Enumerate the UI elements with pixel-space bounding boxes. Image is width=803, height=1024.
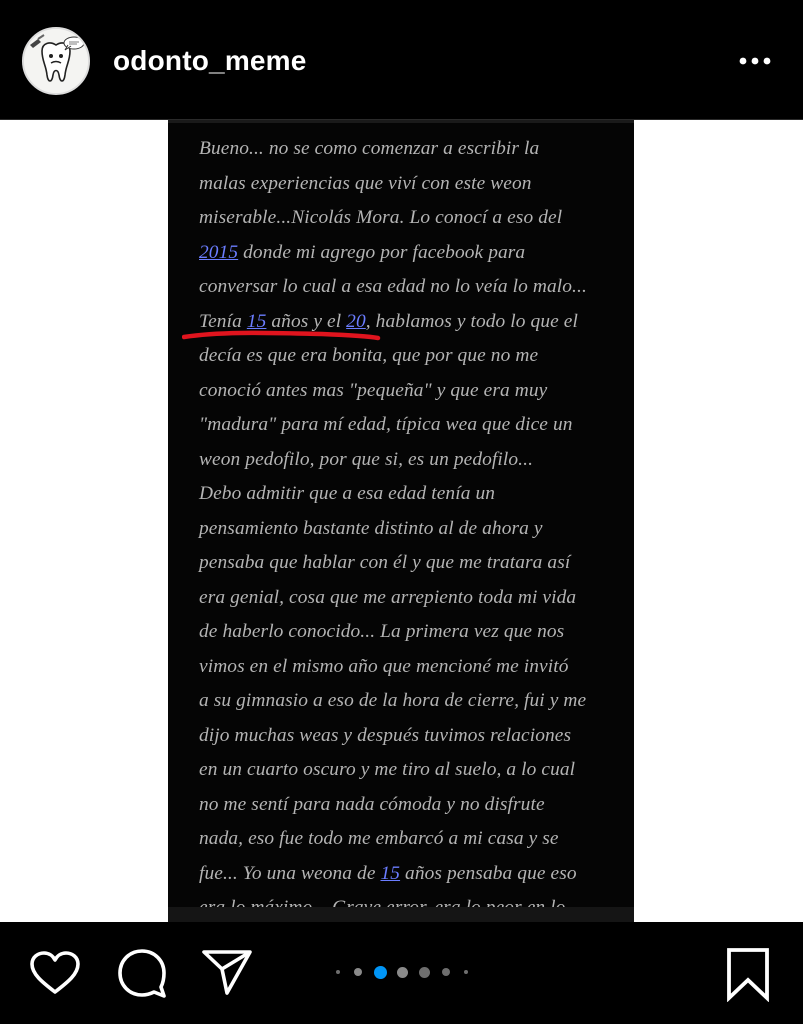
- story-text-segment: miserable...Nicolás Mora. Lo conocí a eso del: [199, 207, 563, 228]
- bookmark-icon: [723, 946, 773, 1002]
- story-line: [199, 650, 619, 685]
- username[interactable]: odonto_meme: [113, 45, 307, 76]
- story-text-segment: años y el: [266, 310, 347, 332]
- number-link[interactable]: 2015: [199, 241, 239, 263]
- story-text-segment: decía es que era bonita, que por que no me: [199, 345, 539, 366]
- story-line: [199, 408, 619, 443]
- story-line: [199, 615, 619, 650]
- story-line: [199, 270, 619, 305]
- carousel-dot: [397, 967, 408, 978]
- story-text-segment: de haberlo conocido... La primera vez que nos: [199, 621, 565, 642]
- avatar[interactable]: [22, 27, 90, 95]
- story-text: [199, 132, 619, 922]
- story-text-segment: pensamiento bastante distinto al de ahora y: [199, 517, 543, 539]
- comment-icon: [115, 947, 169, 999]
- story-text-segment: conoció antes mas "pequeña" y que era muy: [199, 379, 548, 401]
- more-horizontal-icon: [735, 50, 775, 72]
- story-text-segment: no me sentí para nada cómoda y no disfrute: [199, 793, 545, 815]
- story-line: [199, 753, 619, 788]
- story-text-segment: Tenía: [199, 310, 247, 332]
- heart-icon: [28, 949, 82, 997]
- story-line: [199, 684, 619, 719]
- story-text-segment: vimos en el mismo año que mencioné me invitó: [199, 655, 569, 677]
- story-line: [199, 201, 619, 236]
- story-line: [199, 512, 619, 547]
- paper-plane-icon: [200, 947, 254, 997]
- story-line: [199, 236, 619, 271]
- story-text-segment: en un cuarto oscuro y me tiro al suelo, a lo cual: [199, 759, 576, 780]
- story-text-segment: dijo muchas weas y después tuvimos relaciones: [199, 724, 572, 746]
- tooth-cartoon-icon: [24, 29, 88, 93]
- story-line: [199, 477, 619, 512]
- carousel-dot: [442, 968, 450, 976]
- number-link[interactable]: 15: [380, 862, 401, 884]
- story-line: [199, 132, 619, 167]
- story-text-segment: conversar lo cual a esa edad no lo veía lo malo...: [199, 276, 587, 297]
- story-text-segment: era genial, cosa que me arrepiento toda mi vida: [199, 586, 577, 608]
- post-header: [0, 0, 803, 120]
- story-line: [199, 443, 619, 478]
- post-action-bar: [0, 922, 803, 1024]
- number-link[interactable]: 20: [346, 310, 366, 332]
- bottom-edge: [168, 907, 634, 922]
- carousel-dot: [354, 968, 362, 976]
- story-text-segment: weon pedofilo, por que si, es un pedofilo...: [199, 448, 534, 470]
- story-line: [199, 546, 619, 581]
- story-line: [199, 167, 619, 202]
- number-link[interactable]: 15: [246, 310, 267, 332]
- story-line: [199, 719, 619, 754]
- comment-button[interactable]: [115, 947, 169, 999]
- story-line: [199, 822, 619, 857]
- story-line: [199, 339, 619, 374]
- carousel-dot-active: [374, 966, 387, 979]
- carousel-indicator: [332, 962, 472, 982]
- story-text-segment: a su gimnasio a eso de la hora de cierre, fui y me: [199, 690, 587, 711]
- story-text-segment: Bueno... no se como comenzar a escribir la: [199, 138, 540, 159]
- more-options-button[interactable]: [735, 50, 775, 72]
- like-button[interactable]: [28, 949, 82, 997]
- story-text-segment: nada, eso fue todo me embarcó a mi casa y se: [199, 828, 559, 849]
- story-line: [199, 581, 619, 616]
- story-line: [199, 374, 619, 409]
- story-text-segment: años pensaba que eso: [400, 862, 577, 884]
- post-media[interactable]: [0, 120, 803, 922]
- share-button[interactable]: [200, 947, 254, 997]
- story-line: [199, 788, 619, 823]
- story-text-segment: Debo admitir que a esa edad tenía un: [199, 483, 496, 504]
- story-text-segment: malas experiencias que viví con este weon: [199, 172, 532, 194]
- carousel-dot: [336, 970, 340, 974]
- story-text-segment: , hablamos y todo lo que el: [365, 310, 578, 332]
- story-text-segment: fue... Yo una weona de: [199, 862, 381, 884]
- story-text-segment: donde mi agrego por facebook para: [238, 241, 526, 263]
- story-text-segment: "madura" para mí edad, típica wea que dice un: [199, 414, 573, 435]
- divider: [168, 120, 634, 123]
- story-text-segment: pensaba que hablar con él y que me tratara así: [199, 552, 571, 573]
- story-line: [199, 857, 619, 892]
- story-screenshot: [168, 120, 634, 922]
- story-line: [199, 305, 619, 340]
- save-button[interactable]: [723, 946, 773, 1002]
- carousel-dot: [419, 967, 430, 978]
- carousel-dot: [464, 970, 468, 974]
